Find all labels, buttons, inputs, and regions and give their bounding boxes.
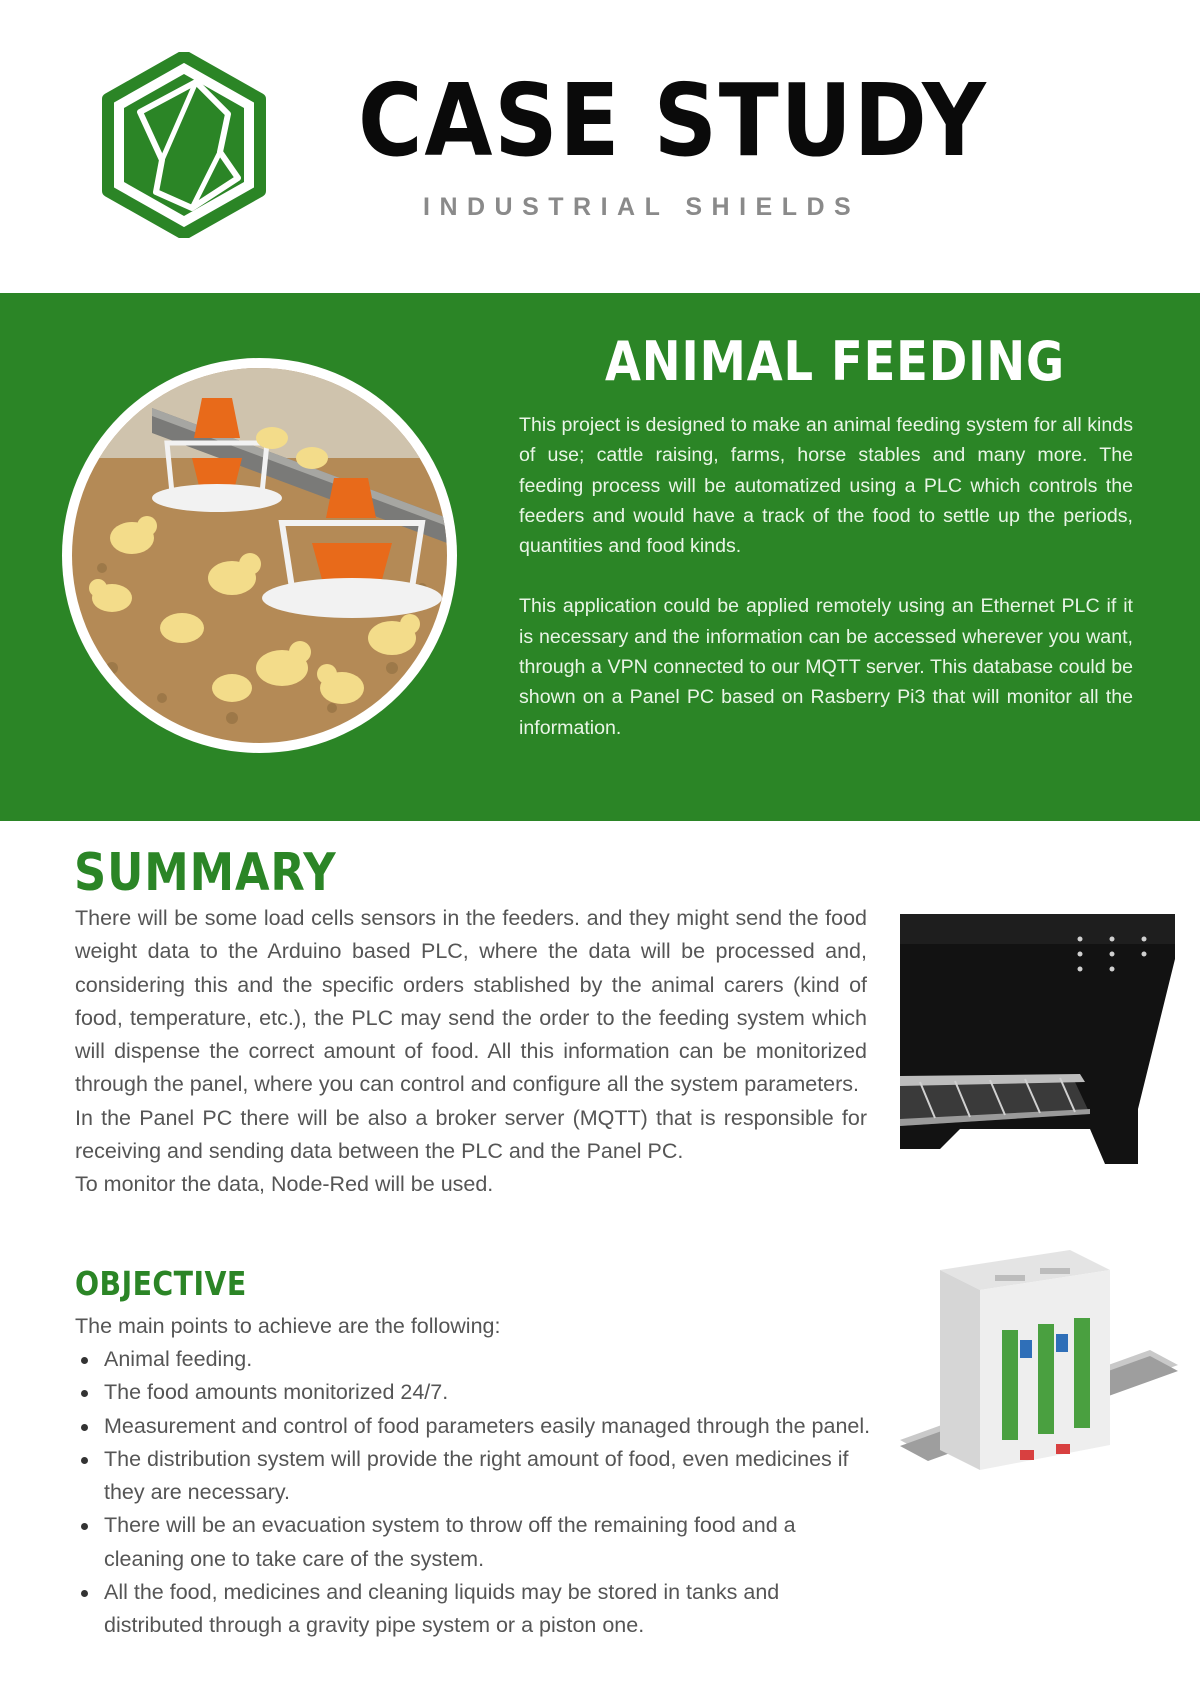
list-item: The distribution system will provide the right amount of food, even medicines if they are necessary. bbox=[75, 1443, 875, 1510]
objective-intro: The main points to achieve are the following: bbox=[75, 1314, 501, 1338]
summary-heading: SUMMARY bbox=[74, 843, 337, 903]
list-item: Animal feeding. bbox=[75, 1343, 875, 1376]
plc-product-image bbox=[900, 1250, 1178, 1490]
summary-paragraph: To monitor the data, Node-Red will be used. bbox=[75, 1172, 494, 1197]
list-item: The food amounts monitorized 24/7. bbox=[75, 1376, 875, 1409]
objective-list bbox=[75, 1343, 875, 1643]
hero-heading: ANIMAL FEEDING bbox=[604, 330, 1066, 393]
page-subtitle: INDUSTRIAL SHIELDS bbox=[423, 193, 861, 221]
feeder-product-image bbox=[900, 914, 1175, 1184]
summary-paragraph: In the Panel PC there will be also a broker server (MQTT) that is responsible for receiving and sending data between the PLC and the Panel PC. bbox=[75, 1105, 867, 1164]
hero-photo-frame bbox=[62, 358, 457, 753]
page-title: CASE STUDY bbox=[358, 62, 988, 179]
objective-heading: OBJECTIVE bbox=[75, 1264, 247, 1303]
hero-description bbox=[519, 410, 1133, 773]
hero-photo bbox=[72, 368, 447, 743]
list-item: Measurement and control of food parameters easily managed through the panel. bbox=[75, 1410, 875, 1443]
summary-body bbox=[75, 902, 867, 1202]
list-item: All the food, medicines and cleaning liquids may be stored in tanks and distributed through a gravity pipe system or a piston one. bbox=[75, 1576, 875, 1643]
hero-paragraph: This project is designed to make an animal feeding system for all kinds of use; cattle raising, farms, horse stables and many more. The feeding process will be automatized using a PLC which controls the feeders and would have a track of the food to settle up the periods, quantities and food kinds. bbox=[519, 414, 1133, 558]
list-item: There will be an evacuation system to throw off the remaining food and a cleaning one to take care of the system. bbox=[75, 1509, 875, 1576]
hero-paragraph: This application could be applied remotely using an Ethernet PLC if it is necessary and the information can be accessed wherever you want, through a VPN connected to our MQTT server. This database could be shown on a Panel PC based on Rasberry Pi3 that will monitor all the information. bbox=[519, 595, 1133, 739]
summary-paragraph: There will be some load cells sensors in the feeders. and they might send the food weight data to the Arduino based PLC, where the data will be processed and, considering this and the specific orders stablished by the animal carers (kind of food, temperature, etc.), the PLC may send the order to the feeding system which will dispense the correct amount of food. All this information can be monitorized through the panel, where you can control and configure all the system parameters. bbox=[75, 906, 867, 1097]
hexagon-brand-logo-icon bbox=[100, 52, 268, 238]
